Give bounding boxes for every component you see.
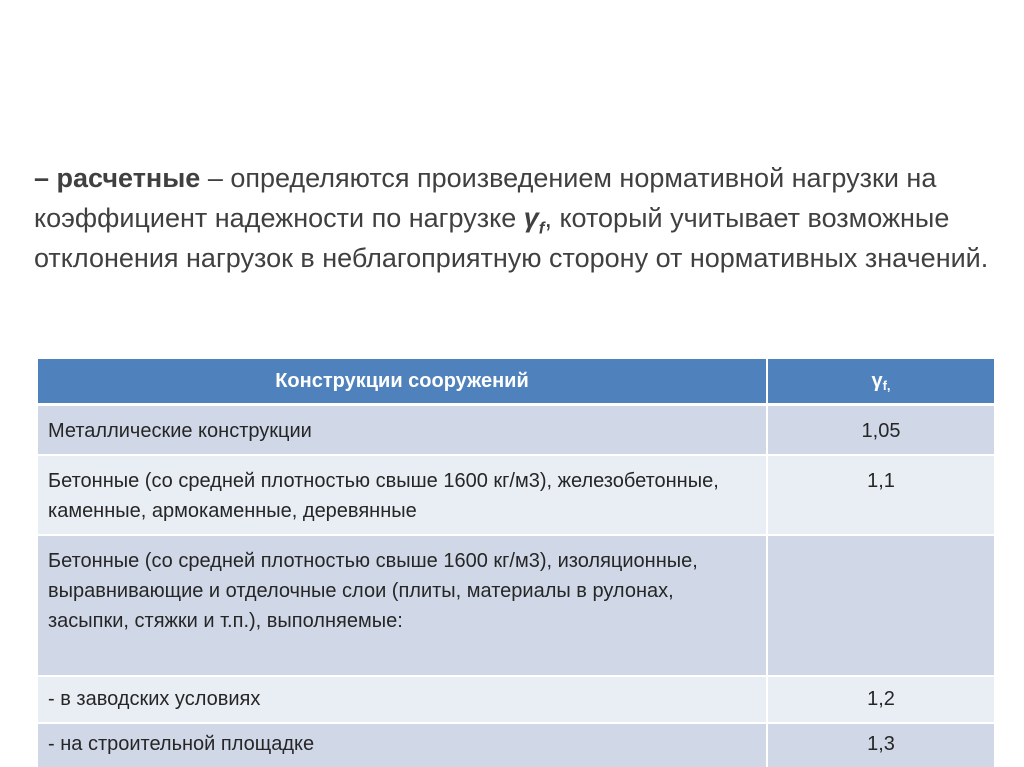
row-value — [767, 535, 994, 676]
row-name: - на строительной площадке — [38, 723, 767, 767]
definition-text-b: , который учитывает возможные отклонения нагрузок в неблагоприятную сторону от нормативных значений. — [34, 203, 989, 273]
table-row — [38, 455, 994, 535]
table-row — [38, 723, 994, 767]
row-value: 1,3 — [767, 723, 994, 767]
row-name: Бетонные (со средней плотностью свыше 1600 кг/м3), железобетонные, каменные, армокаменные, деревянные — [38, 455, 767, 535]
definition-paragraph — [34, 158, 994, 278]
gamma-subscript: f — [538, 218, 545, 238]
term-bold: расчетные — [56, 163, 201, 193]
row-value: 1,2 — [767, 676, 994, 723]
header-gamma-subscript: f, — [882, 377, 891, 393]
row-name: Металлические конструкции — [38, 405, 767, 456]
table-row — [38, 405, 994, 456]
dash-lead: – — [34, 163, 57, 193]
definition-text-a: – определяются произведением нормативной нагрузки на коэффициент надежности по нагрузке — [34, 163, 937, 233]
row-name: - в заводских условиях — [38, 676, 767, 723]
header-structures: Конструкции сооружений — [38, 359, 767, 405]
table-row — [38, 535, 994, 676]
row-name: Бетонные (со средней плотностью свыше 1600 кг/м3), изоляционные, выравнивающие и отделочные слои (плиты, материалы в рулонах, засыпки, стяжки и т.п.), выполняемые: — [38, 535, 767, 676]
row-value: 1,05 — [767, 405, 994, 456]
table-header-row — [38, 359, 994, 405]
header-gamma-symbol: γ — [871, 369, 883, 392]
header-gamma — [767, 359, 994, 405]
table-row — [38, 676, 994, 723]
load-factor-table — [38, 359, 994, 767]
gamma-symbol: γ — [523, 203, 539, 233]
row-value: 1,1 — [767, 455, 994, 535]
